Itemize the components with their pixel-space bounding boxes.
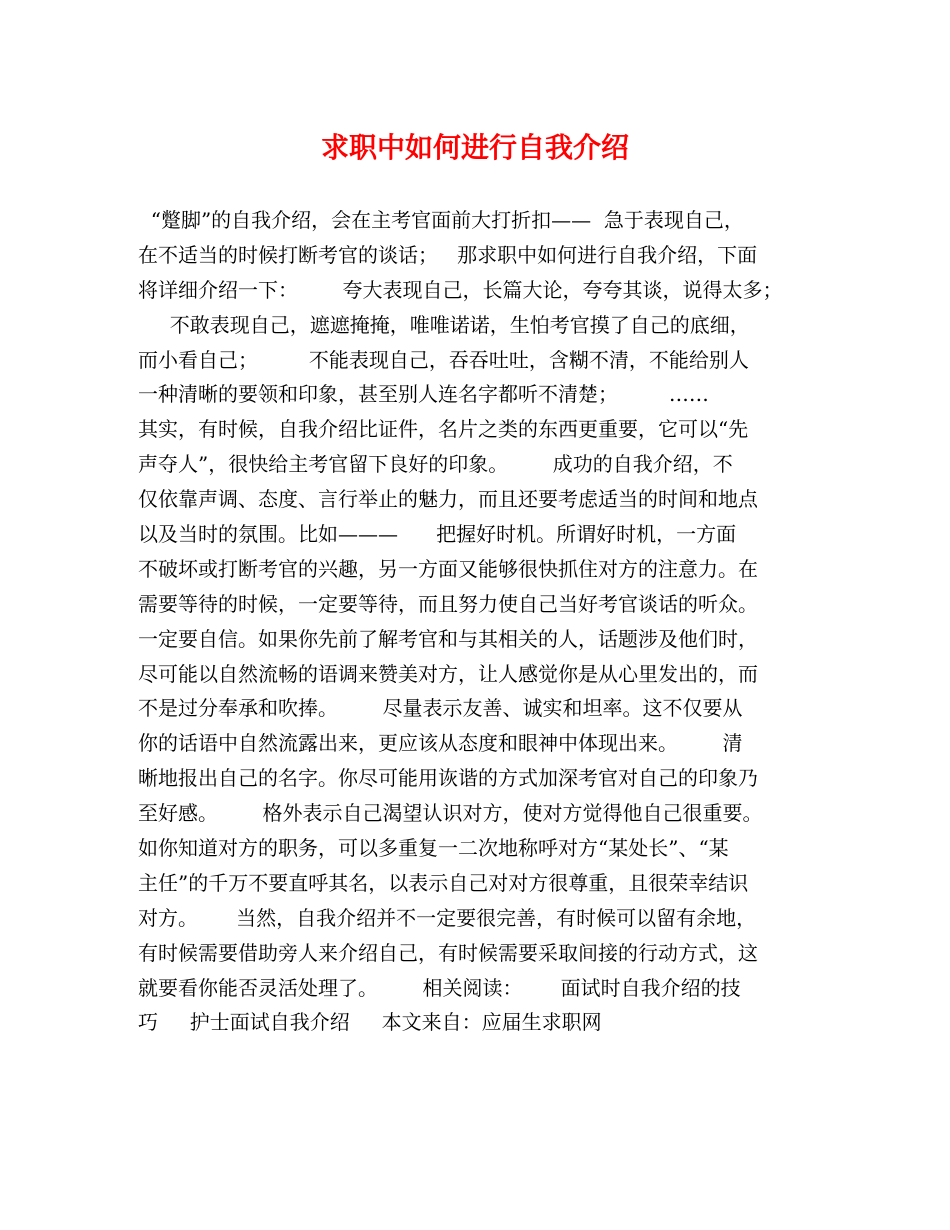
body-line: 将详细介绍一下： 夸大表现自己，长篇大论，夸夸其谈，说得太多； [138, 277, 783, 302]
body-line: 在不适当的时候打断考官的谈话； 那求职中如何进行自我介绍，下面 [138, 242, 758, 267]
body-line: 不是过分奉承和吹捧。 尽量表示友善、诚实和坦率。这不仅要从 [138, 696, 743, 721]
body-line: 不敢表现自己，遮遮掩掩，唯唯诺诺，生怕考官摸了自己的底细， [138, 312, 750, 337]
body-line: 以及当时的氛围。比如——— 把握好时机。所谓好时机，一方面 [138, 522, 737, 547]
article-body [138, 203, 838, 1040]
body-line: 一定要自信。如果你先前了解考官和与其相关的人，话题涉及他们时， [138, 626, 758, 651]
body-line: 声夺人”，很快给主考官留下良好的印象。 成功的自我介绍，不 [138, 452, 733, 477]
body-line: 你的话语中自然流露出来，更应该从态度和眼神中体现出来。 清 [138, 731, 743, 756]
page-title: 求职中如何进行自我介绍 [320, 131, 629, 164]
body-line: 尽可能以自然流畅的语调来赞美对方，让人感觉你是从心里发出的，而 [138, 661, 758, 686]
body-line: 一种清晰的要领和印象，甚至别人连名字都听不清楚； …… [138, 382, 709, 407]
body-line: 有时候需要借助旁人来介绍自己，有时候需要采取间接的行动方式，这 [138, 940, 758, 965]
body-line: 其实，有时候，自我介绍比证件，名片之类的东西更重要，它可以“先 [138, 417, 749, 442]
body-line: 晰地报出自己的名字。你尽可能用诙谐的方式加深考官对自己的印象乃 [138, 766, 758, 791]
body-line: 就要看你能否灵活处理了。 相关阅读： 面试时自我介绍的技 [138, 975, 741, 1000]
body-line: 而小看自己； 不能表现自己，吞吞吐吐，含糊不清，不能给别人 [138, 347, 749, 372]
body-line: 如你知道对方的职务，可以多重复一二次地称呼对方“某处长”、“某 [138, 836, 729, 861]
body-line: 至好感。 格外表示自己渴望认识对方，使对方觉得他自己很重要。 [138, 801, 763, 826]
body-line: 需要等待的时候，一定要等待，而且努力使自己当好考官谈话的听众。 [138, 591, 758, 616]
body-line: 巧 护士面试自我介绍 本文来自：应届生求职网 [138, 1010, 602, 1035]
body-line: 对方。 当然，自我介绍并不一定要很完善，有时候可以留有余地， [138, 905, 757, 930]
body-line: 不破坏或打断考官的兴趣，另一方面又能够很快抓住对方的注意力。在 [138, 556, 758, 581]
body-line: 仅依靠声调、态度、言行举止的魅力，而且还要考虑适当的时间和地点 [138, 487, 758, 512]
body-line: 主任”的千万不要直呼其名，以表示自己对对方很尊重，且很荣幸结识 [138, 870, 749, 895]
body-line: “蹩脚”的自我介绍，会在主考官面前大打折扣—— 急于表现自己， [138, 208, 744, 232]
